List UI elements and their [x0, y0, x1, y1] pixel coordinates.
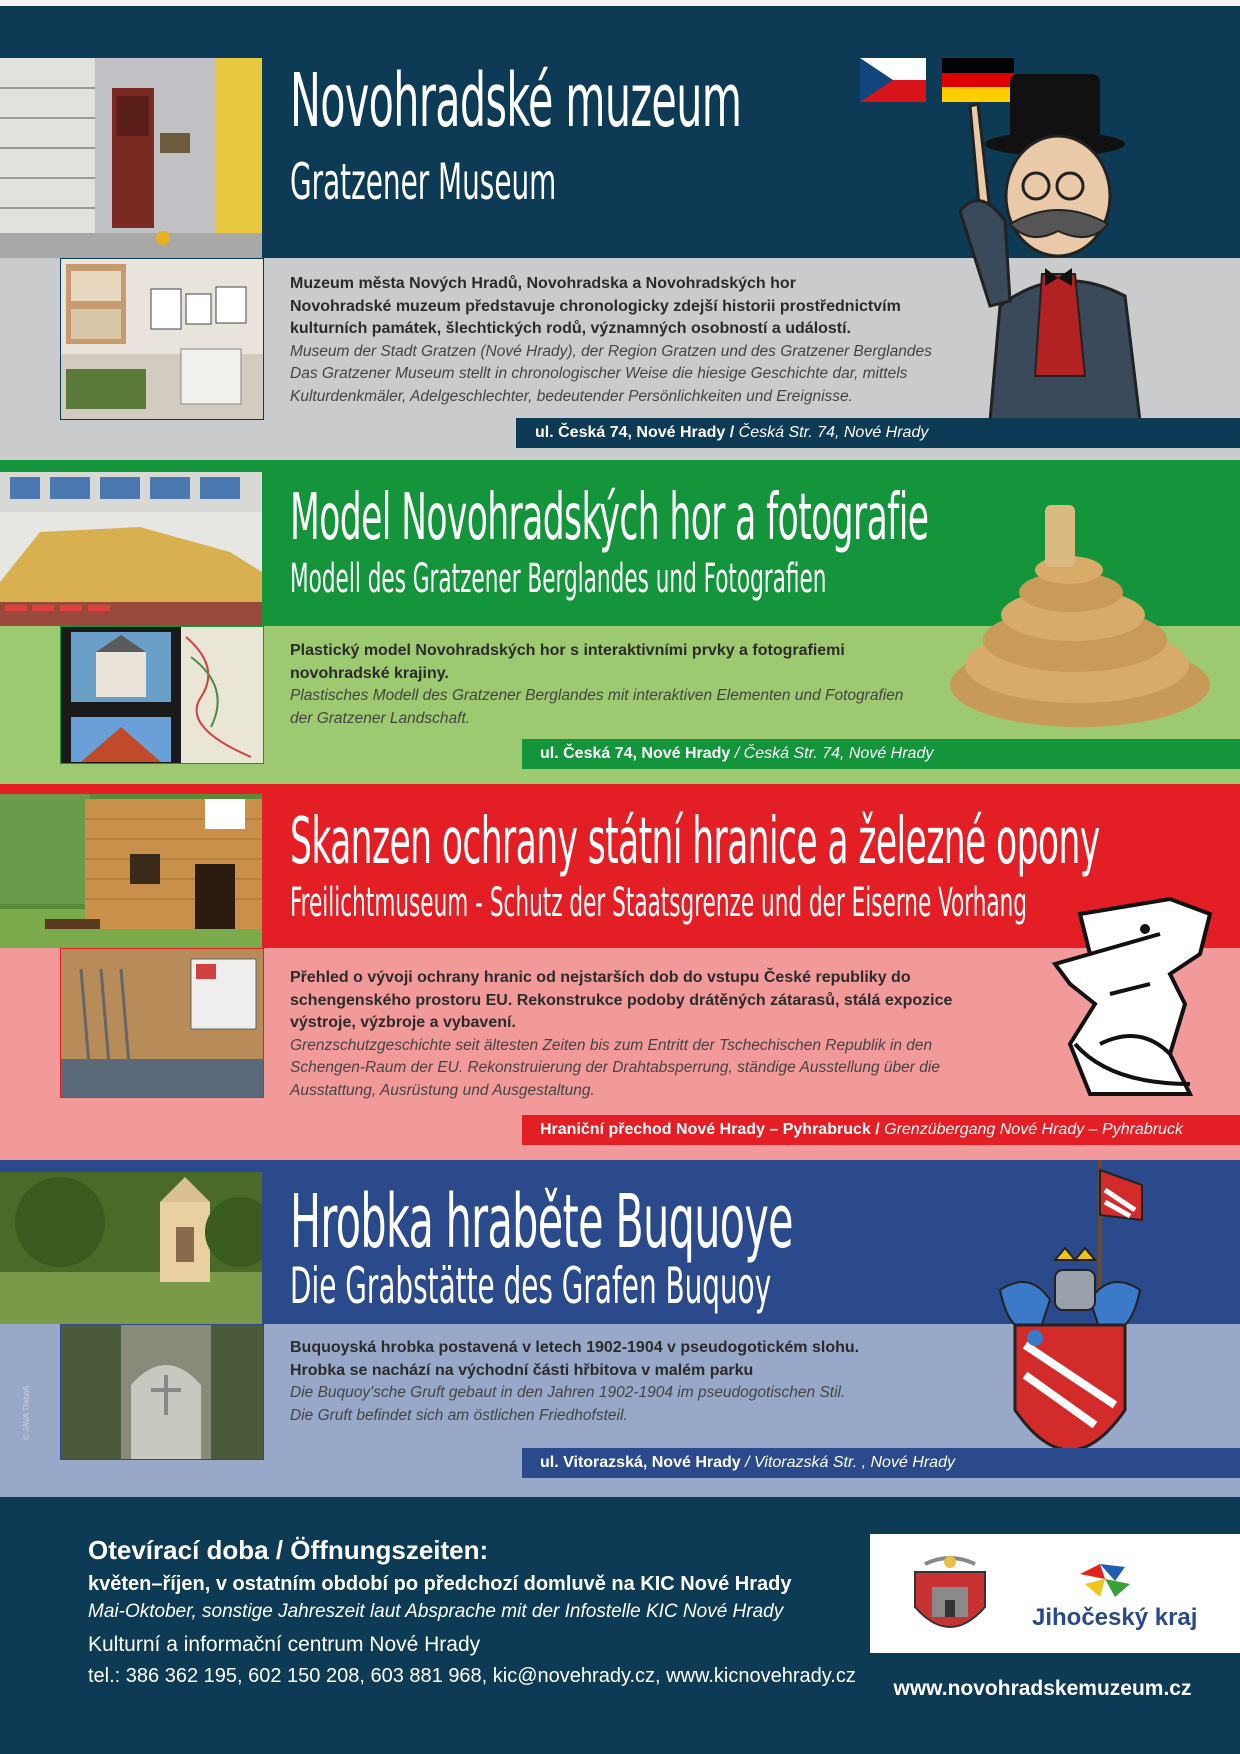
section-subtitle: Freilichtmuseum - Schutz der Staatsgrenze und der Eiserne Vorhang [290, 880, 1028, 926]
description-de-line: Museum der Stadt Gratzen (Nové Hrady), der Region Gratzen und des Gratzener Berglandes [290, 342, 932, 360]
section-title: Skanzen ochrany státní hranice a železné opony [290, 805, 1100, 879]
description-cz-line: kulturních památek, šlechtických rodů, významných osobností a událostí. [290, 320, 852, 337]
czech-flag-icon [860, 58, 926, 102]
opening-hours-heading: Otevírací doba / Öffnungszeiten: [88, 1535, 489, 1565]
description-cz-line: Muzeum města Nových Hradů, Novohradska a Novohradských hor [290, 275, 796, 292]
section-title: Hrobka hraběte Buquoye [290, 1179, 793, 1265]
address-cz: ul. Vitorazská, Nové Hrady [540, 1454, 741, 1471]
photo-mountain-model [0, 472, 262, 626]
logos-box [870, 1534, 1240, 1653]
description-de-line: Plastisches Modell des Gratzener Berglandes mit interaktiven Elementen und Fotografien [290, 687, 904, 704]
address-de: / Česká Str. 74, Nové Hrady [730, 745, 934, 762]
description-de-line: Das Gratzener Museum stellt in chronologischer Weise die hiesige Geschichte dar, mittels [290, 365, 908, 382]
description-de-line: Schengen-Raum der EU. Rekonstruierung der Drahtabsperrung, ständige Ausstellung über die [290, 1059, 940, 1076]
description-cz-line: Přehled o vývoji ochrany hranic od nejstarších dob do vstupu České republiky do [290, 969, 911, 986]
photo-museum-entrance [0, 58, 262, 258]
opening-hours-cz: květen–říjen, v ostatním období po předchozí domluvě na KIC Nové Hrady [88, 1573, 792, 1595]
description-cz-line: Hrobka se nachází na východní části hřbitova v malém parku [290, 1361, 754, 1379]
photo-border-equipment [60, 948, 264, 1098]
section-subtitle: Modell des Gratzener Berglandes und Fotografien [290, 556, 827, 602]
address-cz: Hraniční přechod Nové Hrady – Pyhrabruck / [540, 1121, 880, 1138]
jihocesky-kraj-logo-icon [1075, 1559, 1135, 1599]
description-de-line: der Gratzener Landschaft. [290, 709, 471, 727]
section-buquoy-tomb [0, 1160, 1240, 1497]
nove-hrady-coat-of-arms-icon [900, 1552, 1000, 1640]
photo-credit: © JAVA Třeboň [22, 1386, 31, 1440]
address-bar [522, 1448, 1240, 1478]
section-description [290, 273, 990, 408]
description-de-line: Die Buquoy'sche Gruft gebaut in den Jahren 1902-1904 im pseudogotischen Stil. [290, 1384, 846, 1401]
address-bar [516, 418, 1240, 448]
photo-chapel-and-map [60, 626, 264, 764]
description-cz-line: Plastický model Novohradských hor s interaktivními prvky a fotografiemi [290, 642, 845, 659]
section-title: Model Novohradských hor a fotografie [290, 481, 929, 555]
section-subtitle: Gratzener Museum [290, 153, 557, 211]
description-cz-line: novohradské krajiny. [290, 664, 449, 682]
address-de: / Vitorazská Str. , Nové Hrady [740, 1454, 955, 1471]
description-de-line: Kulturdenkmäler, Adelgeschlechter, bedeutender Persönlichkeiten und Ereignisse. [290, 387, 853, 405]
address-bar [522, 1115, 1240, 1145]
info-center-name: Kulturní a informační centrum Nové Hrady [88, 1633, 481, 1656]
section-border-skanzen [0, 784, 1240, 1160]
address-cz: ul. Česká 74, Nové Hrady / [535, 424, 735, 441]
photo-wooden-hut [0, 794, 262, 948]
address-de: Grenzübergang Nové Hrady – Pyhrabruck [879, 1121, 1183, 1138]
website-link[interactable]: www.novohradskemuzeum.cz [893, 1677, 1192, 1700]
opening-hours-de: Mai-Oktober, sonstige Jahreszeit laut Absprache mit der Infostelle KIC Nové Hrady [88, 1601, 784, 1622]
section-description [290, 967, 1010, 1102]
address-bar [522, 739, 1240, 769]
description-cz-line: Novohradské muzeum představuje chronologicky zdejší historii prostřednictvím [290, 297, 901, 315]
footer [0, 1497, 1240, 1754]
description-de-line: Ausstattung, Ausrüstung und Ausgestaltung. [290, 1081, 595, 1099]
description-cz-line: Buquoyská hrobka postavená v letech 1902-1904 v pseudogotickém slohu. [290, 1339, 860, 1356]
section-description [290, 1337, 990, 1427]
description-de-line: Die Gruft befindet sich am östlichen Friedhofsteil. [290, 1406, 628, 1424]
description-cz-line: výstroje, výzbroje a vybavení. [290, 1014, 516, 1031]
address-de: Česká Str. 74, Nové Hrady [734, 424, 929, 441]
description-de-line: Grenzschutzgeschichte seit ältesten Zeiten bis zum Entritt der Tschechischen Republik in den [290, 1036, 933, 1054]
section-subtitle: Die Grabstätte des Grafen Buquoy [290, 1257, 772, 1315]
buquoy-coat-of-arms-icon [990, 1160, 1150, 1490]
section-description [290, 640, 990, 730]
description-cz-line: schengenského prostoru EU. Rekonstrukce podoby drátěných zátarasů, stálá expozice [290, 991, 953, 1009]
section-title: Novohradské muzeum [290, 58, 742, 144]
contact-line: tel.: 386 362 195, 602 150 208, 603 881 968, kic@novehrady.cz, www.kicnovehrady.cz [88, 1665, 856, 1687]
border-guard-emblem-icon [1050, 894, 1220, 1104]
section-mountain-model [0, 460, 1240, 784]
photo-tomb-detail [60, 1324, 264, 1460]
jihocesky-kraj-text: Jihočeský kraj [1032, 1604, 1198, 1631]
photo-tomb-chapel [0, 1172, 262, 1324]
address-cz: ul. Česká 74, Nové Hrady [540, 745, 731, 762]
section-museum [0, 6, 1240, 460]
photo-museum-exhibition [60, 258, 264, 420]
